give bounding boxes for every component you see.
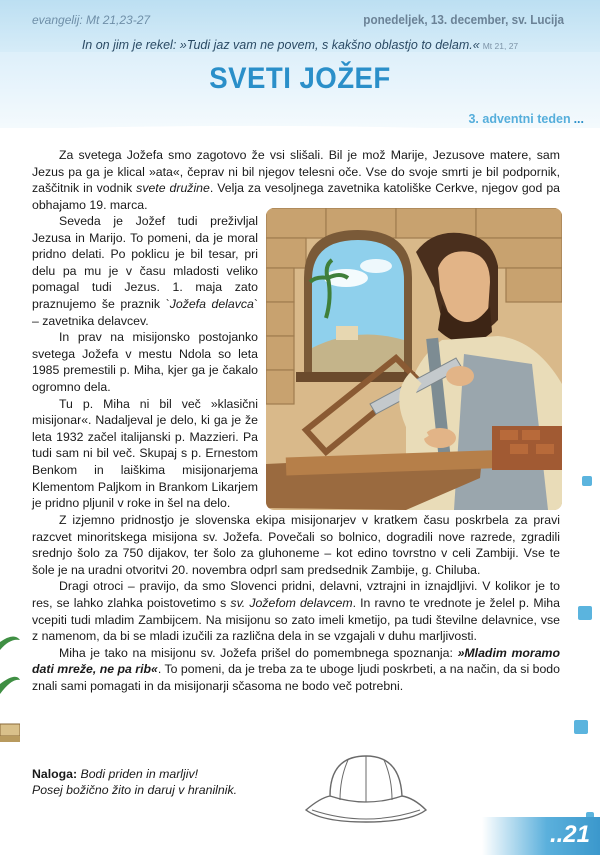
gospel-quote	[0, 38, 600, 52]
p2-text-b: – zavetnika delavcev.	[32, 313, 149, 328]
saint-joseph-carpenter-illustration	[266, 208, 562, 510]
p7-highlight: »Mladim moramo dati mreže, ne pa rib«	[32, 645, 560, 677]
quote-text: In on jim je rekel: »Tudi jaz vam ne povem, s kakšno oblastjo to delam.«	[81, 38, 480, 52]
advent-week-dots: ...	[573, 112, 584, 126]
decorative-square	[582, 476, 592, 486]
p7-text-b: . To pomeni, da je treba za te uboge ljudi poskrbeti, a na način, da si bodo znali sami pomagati in da misijonarji sčasoma ne bodo več potrebni.	[32, 662, 560, 693]
paragraph-1	[32, 147, 560, 213]
paragraph-6	[32, 578, 560, 644]
p2-emphasis: `Jožefa delavca`	[165, 296, 258, 311]
p1-emphasis: svete družine	[136, 181, 210, 196]
decorative-square	[578, 606, 592, 620]
page-title: SVETI JOŽEF	[209, 62, 391, 95]
paragraph-3: In prav na misijonsko postojanko svetega Jožefa v mestu Ndola so leta 1985 premestili p. Miha, kjer ga je čakalo ogromno dela.	[32, 330, 258, 394]
narrow-column-block	[32, 213, 258, 512]
p2-text-a: Seveda je Jožef tudi preživljal Jezusa in Marijo. To pomeni, da je moral pridno delati. Po poklicu je bil tesar, pri delu pa mu je v času mladosti veliko pomagal tudi Jezus. 1. maja zato praznujemo še praznik	[32, 214, 258, 311]
paragraph-5: Z izjemno pridnostjo je slovenska ekipa misijonarjev v kratkem času poskrbela za pravi razcvet minoritskega misijona sv. Jožefa. Povečali so bolnico, dogradili nove razrede, zgradili srednjo šolo za 750 dijakov, ter šolo za gluhoneme – kot edino tovrstno v celi Zambiji. Vse te šole je na uradni otvoritvi 20. novembra odprl sam predsednik Zambije, g. Chiluba.	[32, 513, 560, 577]
gospel-reference: evangelij: Mt 21,23-27	[32, 13, 151, 27]
page-number: ..21	[549, 821, 590, 848]
task-box	[32, 766, 237, 798]
task-line-1	[32, 766, 237, 782]
p6-emphasis: sv. Jožefom delavcem	[230, 595, 353, 610]
page-number-tab	[482, 817, 600, 855]
quote-reference: Mt 21, 27	[482, 41, 519, 51]
main-text-block	[32, 512, 560, 695]
paragraph-7	[32, 645, 560, 695]
task-line-2: Posej božično žito in daruj v hranilnik.	[32, 783, 238, 797]
p7-text-a: Miha je tako na misijonu sv. Jožefa prišel do pomembnega spoznanja:	[59, 645, 458, 660]
pith-helmet-outline-icon	[300, 748, 430, 830]
page-curve	[0, 124, 600, 146]
advent-week	[468, 112, 584, 126]
task-label: Naloga:	[32, 767, 78, 781]
paragraph-2	[32, 213, 258, 329]
task-text-1: Bodi priden in marljiv!	[80, 767, 199, 781]
intro-paragraph-block	[32, 147, 560, 213]
paragraph-4: Tu p. Miha ni bil več »klasični misijonar«. Nadaljeval je delo, ki ga je že leta 1932 začel italijanski p. Mazzieri. Pa tudi sam ni bil več. Skupaj s p. Ernestom Benkom in laiškima misijonarjema Klementom Paljkom in Brankom Likarjem je pridno pljunil v roke in šel na delo.	[32, 396, 258, 511]
palm-tree-icon	[0, 614, 20, 744]
p1-text-a: Za svetega Jožefa smo zagotovo že vsi slišali. Bil je mož Marije, Jezusove matere, sam Jezus pa ga je klical »ata«, čeprav ni bil njegov telesni oče. Vse do svoje smrti je bil podpornik, zaščitnik in vodnik	[32, 148, 560, 196]
date-line: ponedeljek, 13. december, sv. Lucija	[363, 12, 564, 27]
advent-week-label: 3. adventni teden	[468, 112, 571, 126]
p1-text-b: . Velja za vesoljnega zavetnika katoliške Cerkve, njegov god pa obhajamo 19. marca.	[32, 181, 560, 212]
p6-text-a: Dragi otroci – pravijo, da smo Slovenci pridni, delavni, vztrajni in iznajdljivi. V kolikor je to res, se lahko zlahka poistovetimo s	[32, 579, 560, 610]
decorative-square	[574, 720, 588, 734]
p6-text-b: . In ravno te vrednote je želel p. Miha vcepiti tudi mladim Zambijcem. Na misijonu so zato imeli kmetijo, pa tudi številne delavnice, vse z namenom, da bi se mladi izučili za različna dela in se vzgajali v duhu marljivosti.	[32, 595, 560, 644]
